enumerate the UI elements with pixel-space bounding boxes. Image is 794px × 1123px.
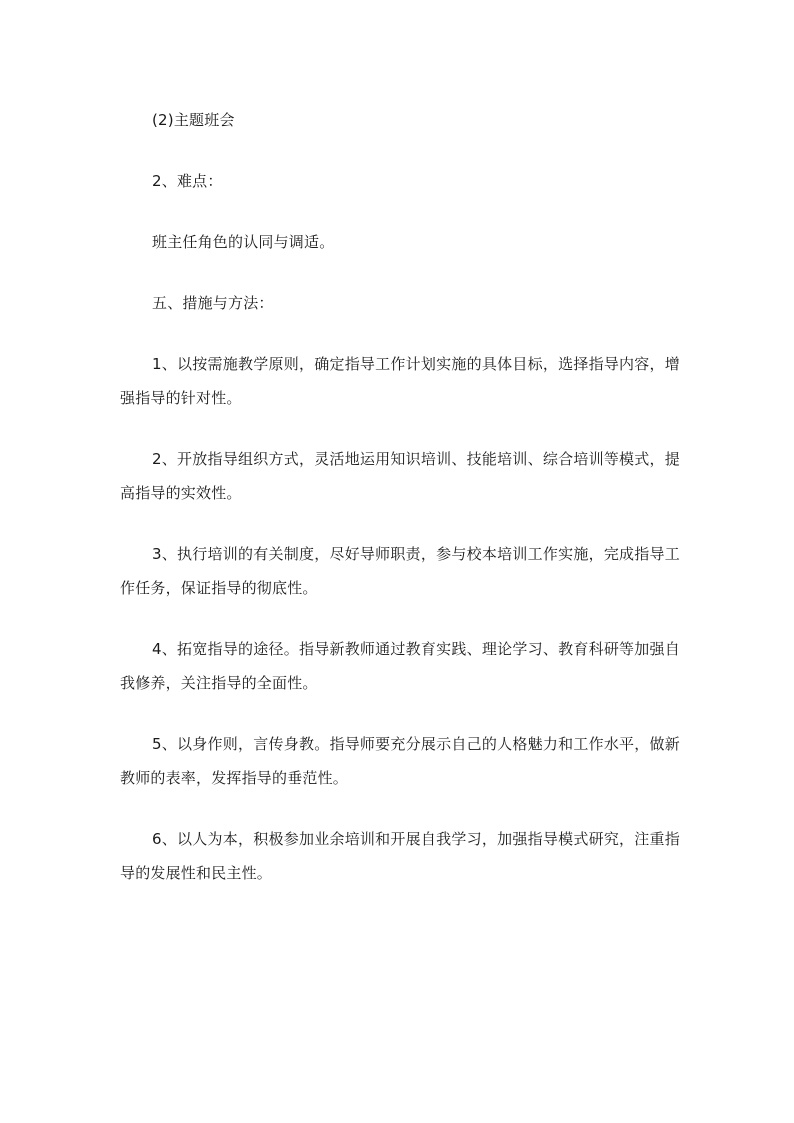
paragraph-measure-2: 2、开放指导组织方式，灵活地运用知识培训、技能培训、综合培训等模式，提高指导的实效性。 <box>120 450 680 502</box>
paragraph-difficulty-text: 班主任角色的认同与调适。 <box>152 233 335 251</box>
paragraph-subitem-class-meeting: (2)主题班会 <box>152 111 235 129</box>
paragraph-measure-6: 6、以人为本，积极参加业余培训和开展自我学习，加强指导模式研究，注重指导的发展性和民主性。 <box>120 830 680 882</box>
section-heading-measures: 五、措施与方法： <box>152 294 274 312</box>
paragraph-measure-1: 1、以按需施教学原则，确定指导工作计划实施的具体目标，选择指导内容，增强指导的针对性。 <box>120 355 680 407</box>
paragraph-measure-5: 5、以身作则，言传身教。指导师要充分展示自己的人格魅力和工作水平，做新教师的表率，发挥指导的垂范性。 <box>120 735 680 787</box>
paragraph-measure-4: 4、拓宽指导的途径。指导新教师通过教育实践、理论学习、教育科研等加强自我修养，关注指导的全面性。 <box>120 640 680 692</box>
document-body <box>120 103 680 890</box>
paragraph-measure-3: 3、执行培训的有关制度，尽好导师职责，参与校本培训工作实施，完成指导工作任务，保证指导的彻底性。 <box>120 545 680 597</box>
paragraph-difficulty-heading: 2、难点： <box>152 172 223 190</box>
